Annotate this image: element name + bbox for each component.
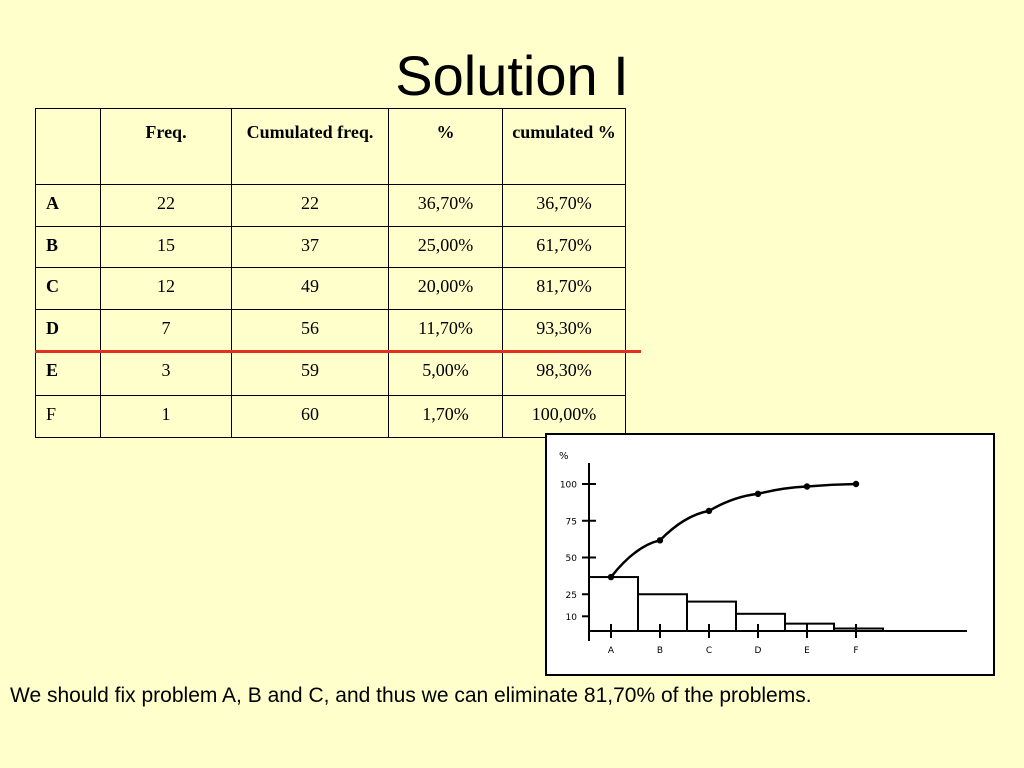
y-tick-label: 75 [565,517,577,528]
cumulative-point-D [755,491,761,497]
table-row [36,227,626,268]
row-label: C [36,268,101,310]
row-label: E [36,352,101,396]
conclusion-text: We should fix problem A, B and C, and thus we can eliminate 81,70% of the problems. [10,684,812,707]
threshold-line [35,350,641,353]
percent-cell: 1,70% [389,396,503,438]
x-tick-label-F: F [853,646,859,656]
cumulated-percent-cell: 61,70% [503,227,626,268]
freq-cell: 15 [101,227,232,268]
cumulated-percent-cell: 36,70% [503,185,626,227]
cumulated-percent-cell: 81,70% [503,268,626,310]
x-tick-label-B: B [656,646,664,656]
cumulated-freq-cell: 59 [232,352,389,396]
percent-cell: 5,00% [389,352,503,396]
header-empty [36,109,101,185]
cumulative-point-B [657,537,663,543]
percent-cell: 25,00% [389,227,503,268]
percent-cell: 36,70% [389,185,503,227]
bar-B [638,594,687,631]
x-tick-label-E: E [804,646,810,656]
x-tick-label-C: C [705,646,713,656]
y-tick-label: 100 [559,480,577,491]
freq-cell: 1 [101,396,232,438]
bar-E [785,624,834,631]
row-label: D [36,310,101,352]
pareto-chart [545,433,995,676]
header-cumulated-freq: Cumulated freq. [232,109,389,185]
row-label: F [36,396,101,438]
y-axis-label: % [559,451,569,462]
cumulated-freq-cell: 56 [232,310,389,352]
row-label: A [36,185,101,227]
y-tick-label: 10 [565,612,577,623]
x-tick-label-A: A [607,646,615,656]
slide-title: Solution I [395,44,629,107]
header-cumulated-percent: cumulated % [503,109,626,185]
cumulated-freq-cell: 37 [232,227,389,268]
row-label: B [36,227,101,268]
table-row [36,352,626,396]
cumulated-percent-cell: 93,30% [503,310,626,352]
header-freq: Freq. [101,109,232,185]
bar-D [736,614,785,631]
y-tick-label: 50 [565,554,577,564]
bar-A [589,577,638,631]
cumulated-freq-cell: 60 [232,396,389,438]
percent-cell: 20,00% [389,268,503,310]
cumulative-point-C [706,508,712,514]
freq-cell: 7 [101,310,232,352]
freq-cell: 12 [101,268,232,310]
bar-C [687,602,736,631]
freq-cell: 3 [101,352,232,396]
cumulative-point-E [804,483,810,489]
x-tick-label-D: D [754,646,762,656]
pareto-chart-svg [547,435,993,674]
y-tick-label: 25 [565,590,577,601]
percent-cell: 11,70% [389,310,503,352]
cumulated-percent-cell: 100,00% [503,396,626,438]
table-row [36,396,626,438]
table-header-row [36,109,626,185]
header-percent: % [389,109,503,185]
cumulated-freq-cell: 22 [232,185,389,227]
freq-cell: 22 [101,185,232,227]
cumulative-point-F [853,481,859,487]
cumulative-point-A [608,574,614,580]
table-row [36,185,626,227]
cumulated-freq-cell: 49 [232,268,389,310]
table-row [36,310,626,352]
bar-F [834,629,883,631]
frequency-table [35,108,626,438]
table-row [36,268,626,310]
cumulative-line [611,484,856,577]
cumulated-percent-cell: 98,30% [503,352,626,396]
